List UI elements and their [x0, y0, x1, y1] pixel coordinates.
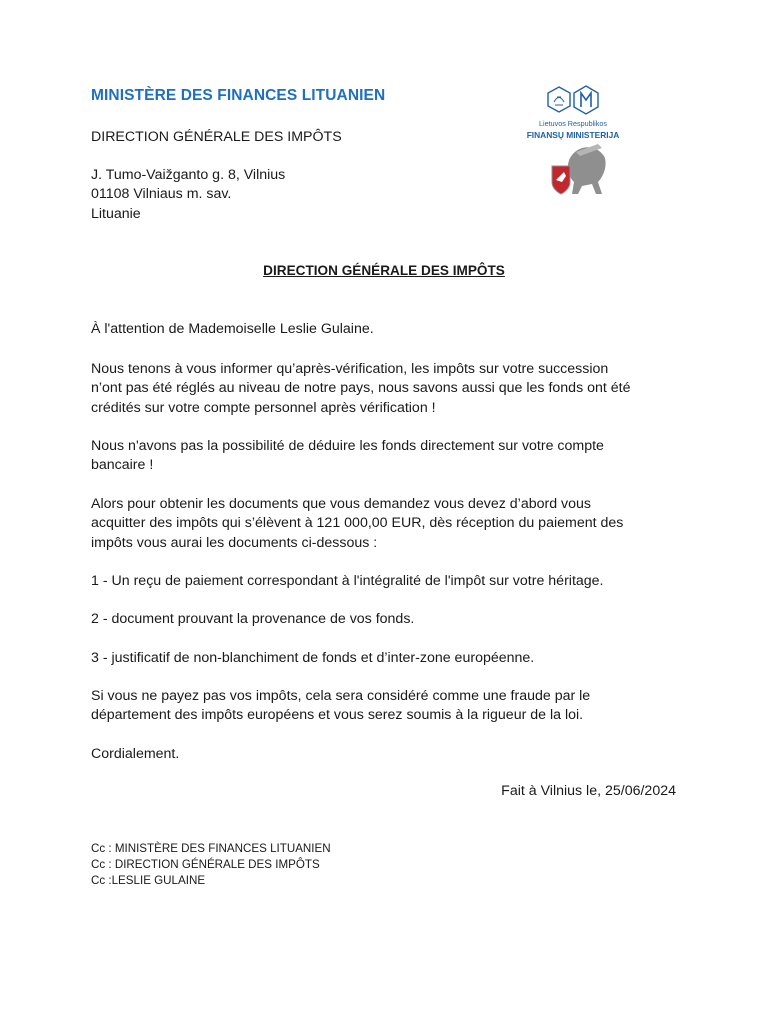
paragraph-line: Nous tenons à vous informer qu’après-vérification, les impôts sur votre succession: [91, 361, 609, 377]
paragraph-line: Alors pour obtenir les documents que vous demandez vous devez d’abord vous: [91, 496, 592, 512]
cc-line-1: Cc : MINISTÈRE DES FINANCES LITUANIEN: [91, 842, 331, 855]
list-item-3: [91, 649, 691, 668]
cc-line-2: Cc : DIRECTION GÉNÉRALE DES IMPÔTS: [91, 858, 320, 871]
logo-line-1: Lietuvos Respublikos: [539, 119, 607, 128]
paragraph-line: crédités sur votre compte personnel après vérification !: [91, 399, 436, 416]
address-line-2: 01108 Vilniaus m. sav.: [91, 186, 232, 202]
paragraph-payment: [91, 495, 691, 553]
paragraph-warning: [91, 687, 691, 726]
address-line-1: J. Tumo-Vaižganto g. 8, Vilnius: [91, 167, 286, 183]
letter-subject: DIRECTION GÉNÉRALE DES IMPÔTS: [263, 263, 505, 278]
paragraph-verification: [91, 360, 691, 418]
paragraph-line: Nous n'avons pas la possibilité de déduire les fonds directement sur votre compte: [91, 438, 604, 454]
paragraph-line: département des impôts européens et vous serez soumis à la rigueur de la loi.: [91, 707, 584, 724]
list-item-text: 3 - justificatif de non-blanchiment de fonds et d’inter-zone européenne.: [91, 650, 535, 666]
hexagon-emblem-icon: [548, 86, 598, 114]
list-item-text: 2 - document prouvant la provenance de vos fonds.: [91, 611, 415, 627]
paragraph-line: impôts vous aurai les documents ci-dessous :: [91, 534, 378, 551]
ministry-logo: [518, 82, 628, 204]
signoff-date: Fait à Vilnius le, 25/06/2024: [501, 783, 676, 799]
logo-line-2: FINANSŲ MINISTERIJA: [526, 130, 620, 140]
paragraph-deduction: [91, 437, 691, 476]
directorate-line: DIRECTION GÉNÉRALE DES IMPÔTS: [91, 129, 342, 145]
coat-of-arms-icon: [552, 144, 606, 194]
closing-line: Cordialement.: [91, 746, 180, 762]
paragraph-line: bancaire !: [91, 457, 154, 474]
closing: [91, 745, 691, 764]
list-item-1: [91, 572, 691, 591]
ministry-title: MINISTÈRE DES FINANCES LITUANIEN: [91, 87, 386, 104]
address-line-3: Lituanie: [91, 206, 141, 222]
paragraph-line: acquitter des impôts qui s’élèvent à 121 000,00 EUR, dès réception du paiement des: [91, 515, 624, 532]
greeting-line: À l'attention de Mademoiselle Leslie Gulaine.: [91, 321, 374, 337]
list-item-2: [91, 610, 691, 629]
list-item-text: 1 - Un reçu de paiement correspondant à l'intégralité de l'impôt sur votre héritage.: [91, 573, 604, 589]
cc-line-3: Cc :LESLIE GULAINE: [91, 874, 206, 887]
greeting: [91, 320, 691, 339]
paragraph-line: n’ont pas été réglés au niveau de notre pays, nous savons aussi que les fonds ont été: [91, 380, 631, 397]
paragraph-line: Si vous ne payez pas vos impôts, cela sera considéré comme une fraude par le: [91, 688, 591, 704]
